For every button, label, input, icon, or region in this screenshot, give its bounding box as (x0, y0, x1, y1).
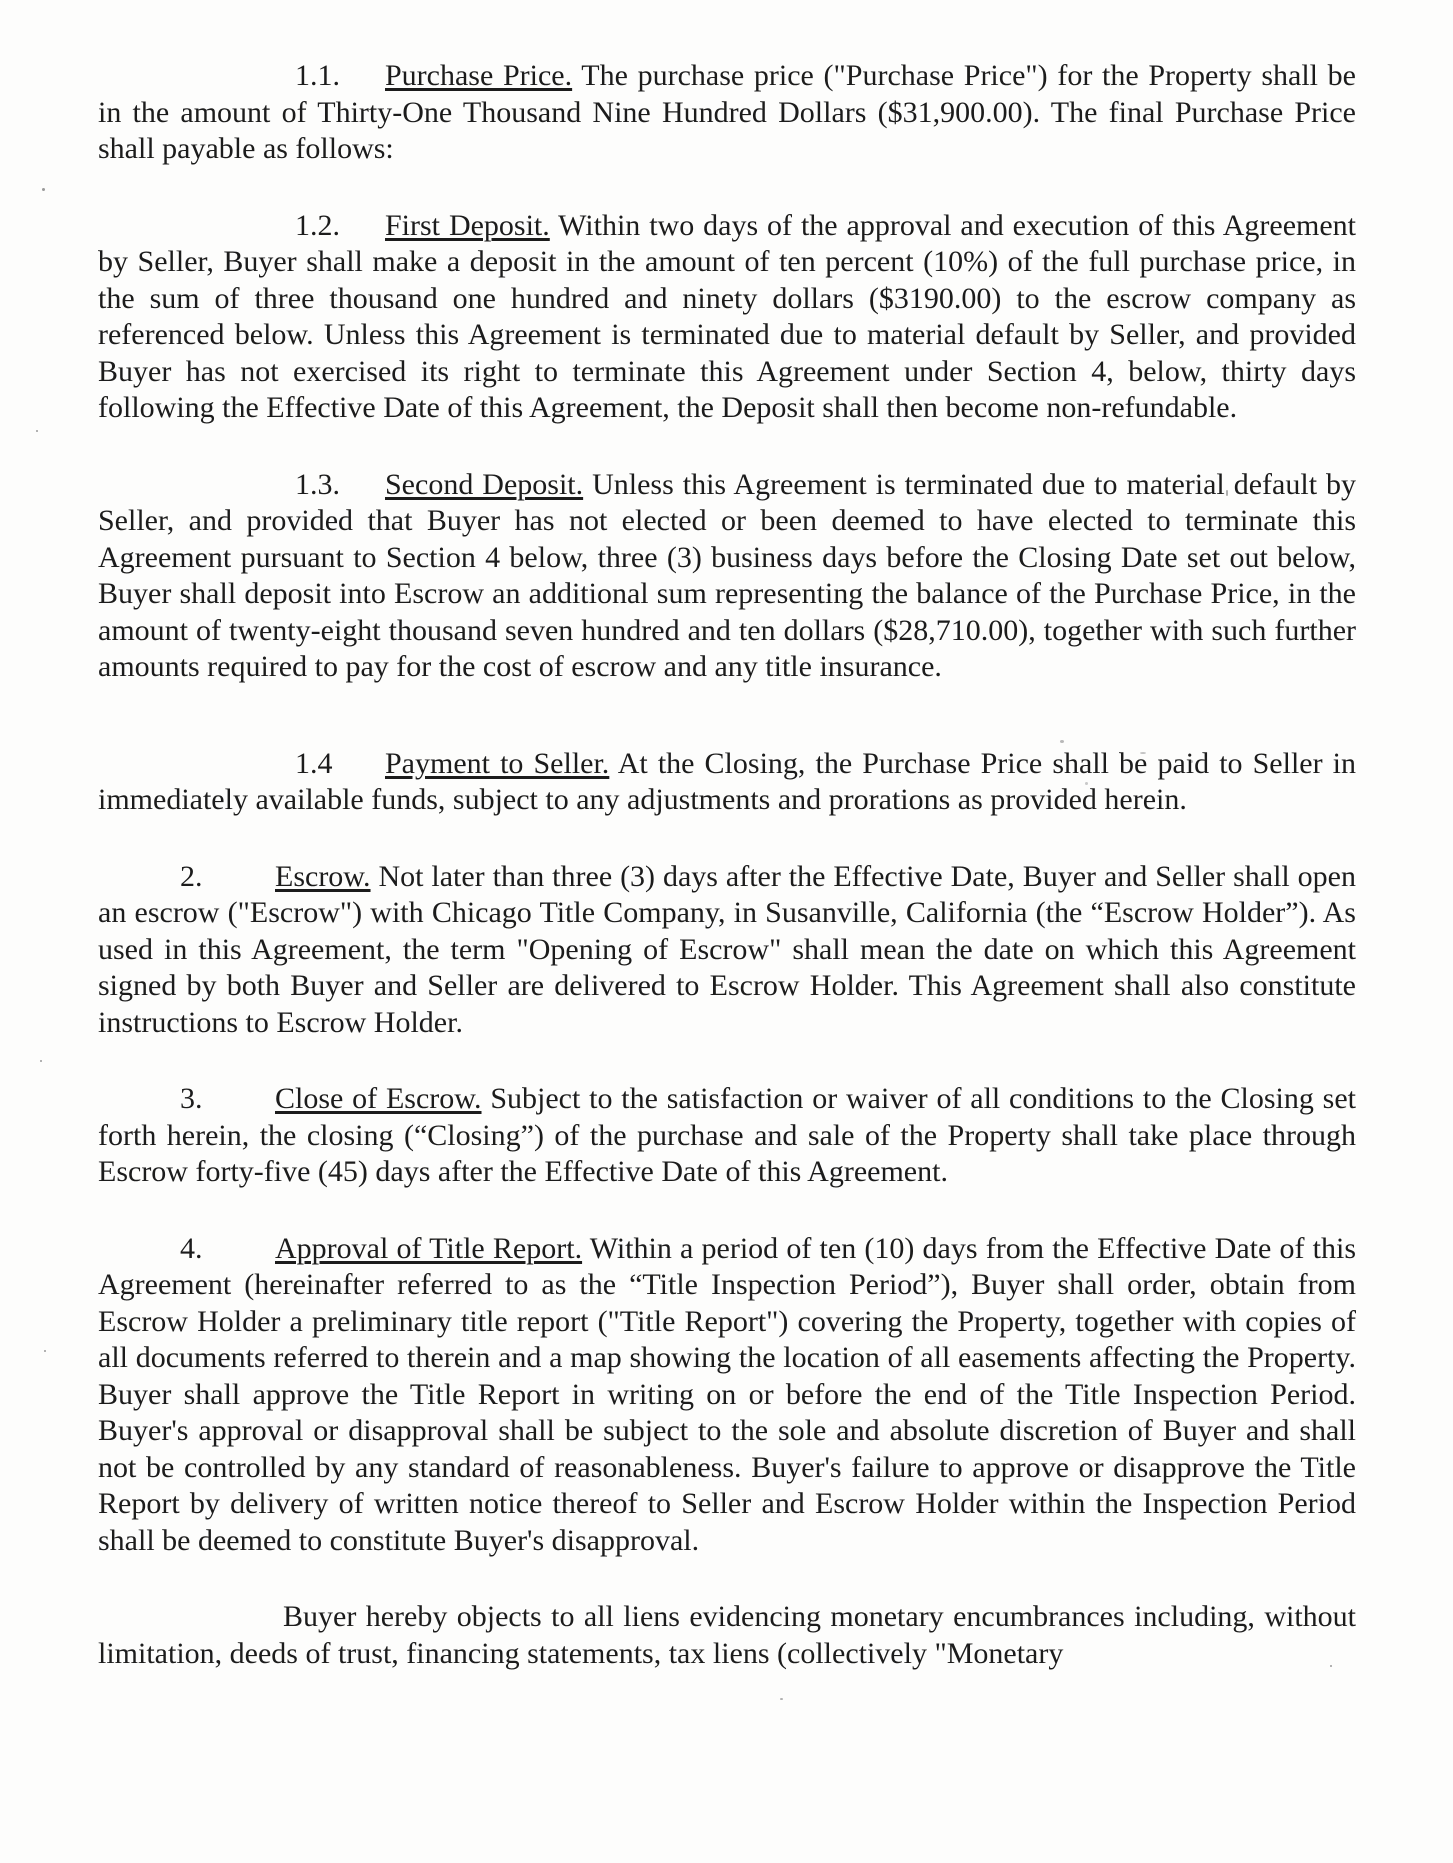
section-heading: Second Deposit. (385, 467, 584, 501)
section-number: 1.2. (295, 208, 340, 242)
section-1-2 (98, 208, 1356, 427)
section-1-4 (98, 746, 1356, 819)
section-heading: First Deposit. (385, 208, 550, 242)
section-body: The purchase price ("Purchase Price") for the Property shall be in the amount of Thirty-One Thousand Nine Hundred Dollars ($31,900.00). The final Purchase Price shall payable as follows: (98, 59, 1356, 165)
section-body: Subject to the satisfaction or waiver of all conditions to the Closing set forth herein, the closing (“Closing”) of the purchase and sale of the Property shall take place through Escrow forty-five (45) days after the Effective Date of this Agreement. (98, 1082, 1357, 1188)
section-number: 2. (180, 859, 203, 893)
section-heading: Purchase Price. (385, 59, 573, 92)
scan-speck (40, 1060, 42, 1062)
section-body: At the Closing, the Purchase Price shall be paid to Seller in immediately available funds, subject to any adjustments and prorations as provided herein. (98, 746, 1356, 816)
section-2 (98, 859, 1356, 1042)
agreement-text (98, 58, 1356, 1672)
section-number: 1.1. (295, 59, 340, 92)
section-number: 4. (180, 1231, 203, 1265)
section-heading: Close of Escrow. (275, 1082, 482, 1115)
scan-speck (42, 188, 45, 191)
section-heading: Approval of Title Report. (275, 1231, 583, 1265)
section-1-3 (98, 467, 1356, 686)
section-1-1 (98, 58, 1356, 168)
scan-speck (36, 430, 38, 432)
section-heading: Escrow. (275, 859, 371, 893)
monetary-encumbrances-paragraph: Buyer hereby objects to all liens evidencing monetary encumbrances including, without limitation, deeds of trust, financing statements, tax liens (collectively "Monetary (98, 1600, 1356, 1670)
section-4 (98, 1231, 1356, 1560)
section-heading: Payment to Seller. (385, 746, 610, 780)
section-body: Within a period of ten (10) days from the Effective Date of this Agreement (hereinafter referred to as the “Title Inspection Period”), Buyer shall order, obtain from Escrow Holder a preliminary title report ("Title Report") covering the Property, together with copies of all documents referred to therein and a map showing the location of all easements affecting the Property. Buyer shall approve the Title Report in writing on or before the end of the Title Inspection Period. Buyer's approval or disapproval shall be subject to the sole and absolute discretion of Buyer and shall not be controlled by any standard of reasonableness. Buyer's failure to approve or disapprove the Title Report by delivery of written notice thereof to Seller and Escrow Holder within the Inspection Period shall be deemed to constitute Buyer's disapproval. (98, 1231, 1356, 1557)
scan-speck (44, 1350, 46, 1352)
section-3 (98, 1081, 1356, 1191)
section-number: 3. (180, 1082, 203, 1115)
section-body: Unless this Agreement is terminated due to material default by Seller, and provided that Buyer has not elected or been deemed to have elected to terminate this Agreement pursuant to Section 4 below, three (3) business days before the Closing Date set out below, Buyer shall deposit into Escrow an additional sum representing the balance of the Purchase Price, in the amount of twenty-eight thousand seven hundred and ten dollars ($28,710.00), together with such further amounts required to pay for the cost of escrow and any title insurance. (98, 467, 1356, 683)
section-body: Not later than three (3) days after the Effective Date, Buyer and Seller shall open an escrow ("Escrow") with Chicago Title Company, in Susanville, California (the “Escrow Holder”). As used in this Agreement, the term "Opening of Escrow" shall mean the date on which this Agreement signed by both Buyer and Seller are delivered to Escrow Holder. This Agreement shall also constitute instructions to Escrow Holder. (98, 859, 1356, 1039)
section-number: 1.4 (295, 746, 333, 780)
section-number: 1.3. (295, 467, 340, 501)
section-body: Within two days of the approval and execution of this Agreement by Seller, Buyer shall make a deposit in the amount of ten percent (10%) of the full purchase price, in the sum of three thousand one hundred and ninety dollars ($3190.00) to the escrow company as referenced below. Unless this Agreement is terminated due to material default by Seller, and provided Buyer has not exercised its right to terminate this Agreement under Section 4, below, thirty days following the Effective Date of this Agreement, the Deposit shall then become non-refundable. (98, 208, 1356, 424)
scan-speck (780, 1698, 783, 1700)
